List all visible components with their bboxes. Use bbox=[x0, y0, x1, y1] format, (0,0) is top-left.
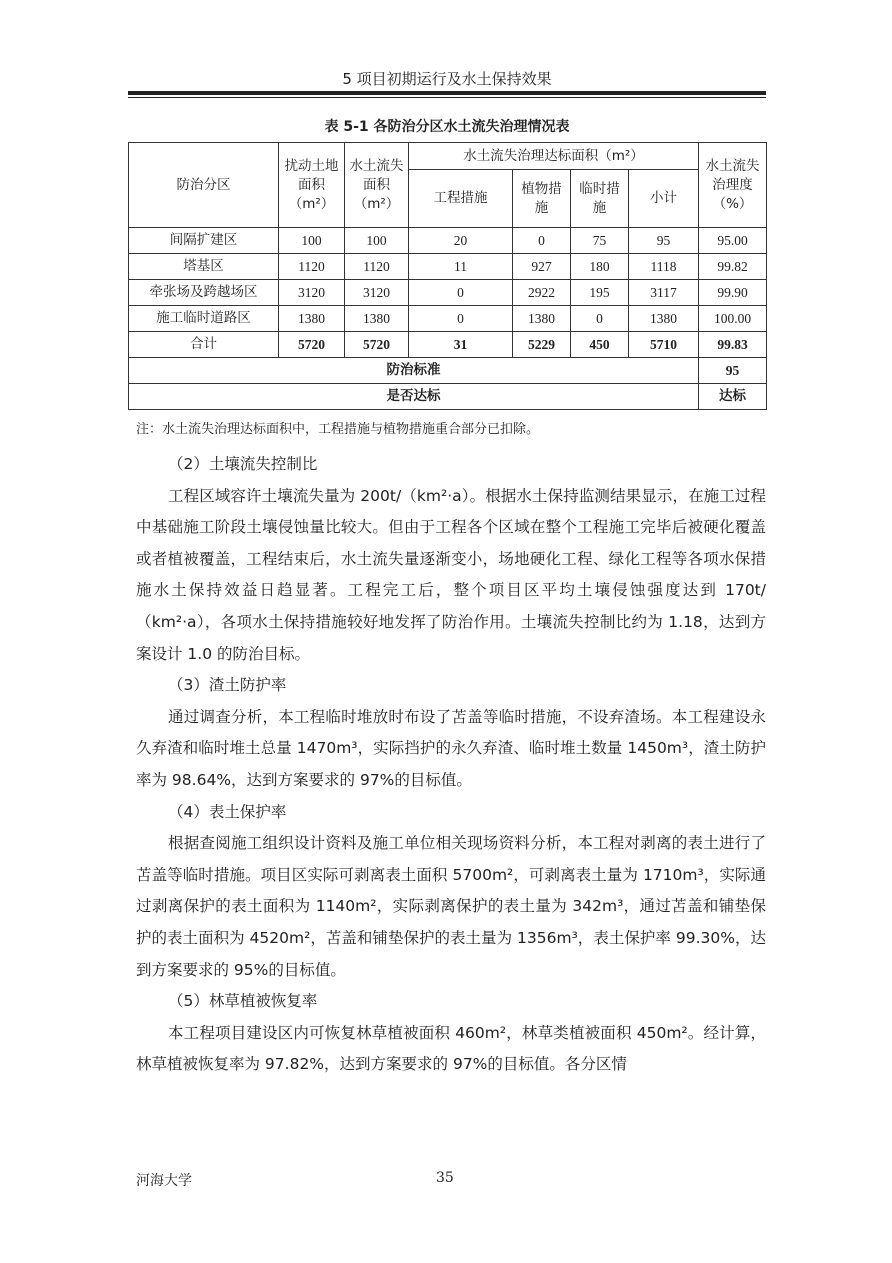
cell-degree: 99.83 bbox=[699, 332, 767, 358]
table-row bbox=[129, 280, 767, 306]
cell-vegetation: 927 bbox=[513, 254, 571, 280]
cell-subtotal: 3117 bbox=[629, 280, 699, 306]
cell-vegetation: 0 bbox=[513, 228, 571, 254]
table-standard-row bbox=[129, 358, 767, 384]
table-row bbox=[129, 254, 767, 280]
cell-zone: 牵张场及跨越场区 bbox=[129, 280, 279, 306]
header-engineering: 工程措施 bbox=[409, 170, 513, 228]
paragraph: 根据查阅施工组织设计资料及施工单位相关现场资料分析，本工程对剥离的表土进行了苫盖等临时措施。项目区实际可剥离表土面积 5700m²，可剥离表土量为 1710m³，实际通过剥离保护的表土面积为 1140m²，实际剥离保护的表土量为 342m³，通过苫盖和铺垫保护的表土面积为 4520m²，苫盖和铺垫保护的表土量为 1356m³，表土保护率 99.30%，达到方案要求的 95%的目标值。 bbox=[136, 834, 766, 979]
cell-zone: 合计 bbox=[129, 332, 279, 358]
cell-engineering: 0 bbox=[409, 280, 513, 306]
cell-loss: 1120 bbox=[345, 254, 409, 280]
cell-degree: 95.00 bbox=[699, 228, 767, 254]
body-text bbox=[136, 449, 766, 1081]
cell-temporary: 195 bbox=[571, 280, 629, 306]
header-disturbed-area: 扰动土地面积（m²） bbox=[279, 143, 345, 228]
header-loss-area: 水土流失面积（m²） bbox=[345, 143, 409, 228]
standard-value: 95 bbox=[699, 358, 767, 384]
cell-disturbed: 3120 bbox=[279, 280, 345, 306]
cell-loss: 100 bbox=[345, 228, 409, 254]
cell-temporary: 180 bbox=[571, 254, 629, 280]
cell-subtotal: 1118 bbox=[629, 254, 699, 280]
cell-vegetation: 5229 bbox=[513, 332, 571, 358]
table-row bbox=[129, 306, 767, 332]
standard-label: 防治标准 bbox=[129, 358, 699, 384]
cell-temporary: 450 bbox=[571, 332, 629, 358]
header-rule-thin bbox=[128, 97, 766, 98]
section-heading: （2）土壤流失控制比 bbox=[168, 455, 318, 473]
cell-degree: 100.00 bbox=[699, 306, 767, 332]
section-heading: （4）表土保护率 bbox=[168, 802, 287, 821]
footer-organization: 河海大学 bbox=[136, 1173, 192, 1189]
cell-engineering: 31 bbox=[409, 332, 513, 358]
section-heading: （3）渣土防护率 bbox=[168, 676, 287, 695]
cell-subtotal: 5710 bbox=[629, 332, 699, 358]
cell-disturbed: 1380 bbox=[279, 306, 345, 332]
table-total-row bbox=[129, 332, 767, 358]
cell-engineering: 0 bbox=[409, 306, 513, 332]
cell-subtotal: 1380 bbox=[629, 306, 699, 332]
cell-vegetation: 1380 bbox=[513, 306, 571, 332]
cell-zone: 塔基区 bbox=[129, 254, 279, 280]
header-zone: 防治分区 bbox=[129, 143, 279, 228]
page-number: 35 bbox=[436, 1170, 454, 1186]
cell-disturbed: 5720 bbox=[279, 332, 345, 358]
cell-temporary: 75 bbox=[571, 228, 629, 254]
cell-subtotal: 95 bbox=[629, 228, 699, 254]
header-temporary: 临时措施 bbox=[571, 170, 629, 228]
cell-engineering: 11 bbox=[409, 254, 513, 280]
reached-label: 是否达标 bbox=[129, 384, 699, 410]
cell-engineering: 20 bbox=[409, 228, 513, 254]
cell-degree: 99.90 bbox=[699, 280, 767, 306]
header-rule-thick bbox=[128, 91, 766, 95]
paragraph: 通过调查分析，本工程临时堆放时布设了苫盖等临时措施，不设弃渣场。本工程建设永久弃渣和临时堆土总量 1470m³，实际挡护的永久弃渣、临时堆土数量 1450m³，渣土防护率为 98.64%，达到方案要求的 97%的目标值。 bbox=[136, 707, 766, 789]
header-vegetation: 植物措施 bbox=[513, 170, 571, 228]
table-reached-row bbox=[129, 384, 767, 410]
cell-zone: 施工临时道路区 bbox=[129, 306, 279, 332]
running-header: 5 项目初期运行及水土保持效果 bbox=[342, 70, 552, 88]
cell-vegetation: 2922 bbox=[513, 280, 571, 306]
table-note: 注：水土流失治理达标面积中，工程措施与植物措施重合部分已扣除。 bbox=[136, 422, 540, 437]
reached-value: 达标 bbox=[699, 384, 767, 410]
section-heading: （5）林草植被恢复率 bbox=[168, 992, 318, 1011]
header-treatment-degree: 水土流失治理度（%） bbox=[699, 143, 767, 228]
paragraph: 工程区域容许土壤流失量为 200t/（km²·a）。根据水土保持监测结果显示，在施工过程中基础施工阶段土壤侵蚀量比较大。但由于工程各个区域在整个工程施工完毕后被硬化覆盖或者植被覆盖，工程结束后，水土流失量逐渐变小，场地硬化工程、绿化工程等各项水保措施水土保持效益日趋显著。工程完工后，整个项目区平均土壤侵蚀强度达到 170t/（km²·a），各项水土保持措施较好地发挥了防治作用。土壤流失控制比约为 1.18，达到方案设计 1.0 的防治目标。 bbox=[136, 486, 766, 663]
table-caption: 表 5-1 各防治分区水土流失治理情况表 bbox=[324, 119, 570, 135]
cell-zone: 间隔扩建区 bbox=[129, 228, 279, 254]
cell-loss: 5720 bbox=[345, 332, 409, 358]
header-treated-area-group: 水土流失治理达标面积（m²） bbox=[409, 143, 699, 170]
paragraph: 本工程项目建设区内可恢复林草植被面积 460m²，林草类植被面积 450m²。经计算，林草植被恢复率为 97.82%，达到方案要求的 97%的目标值。各分区情 bbox=[136, 1023, 766, 1074]
cell-loss: 3120 bbox=[345, 280, 409, 306]
treatment-table bbox=[128, 142, 767, 410]
table-row bbox=[129, 228, 767, 254]
cell-disturbed: 1120 bbox=[279, 254, 345, 280]
cell-temporary: 0 bbox=[571, 306, 629, 332]
cell-disturbed: 100 bbox=[279, 228, 345, 254]
header-subtotal: 小计 bbox=[629, 170, 699, 228]
cell-loss: 1380 bbox=[345, 306, 409, 332]
cell-degree: 99.82 bbox=[699, 254, 767, 280]
